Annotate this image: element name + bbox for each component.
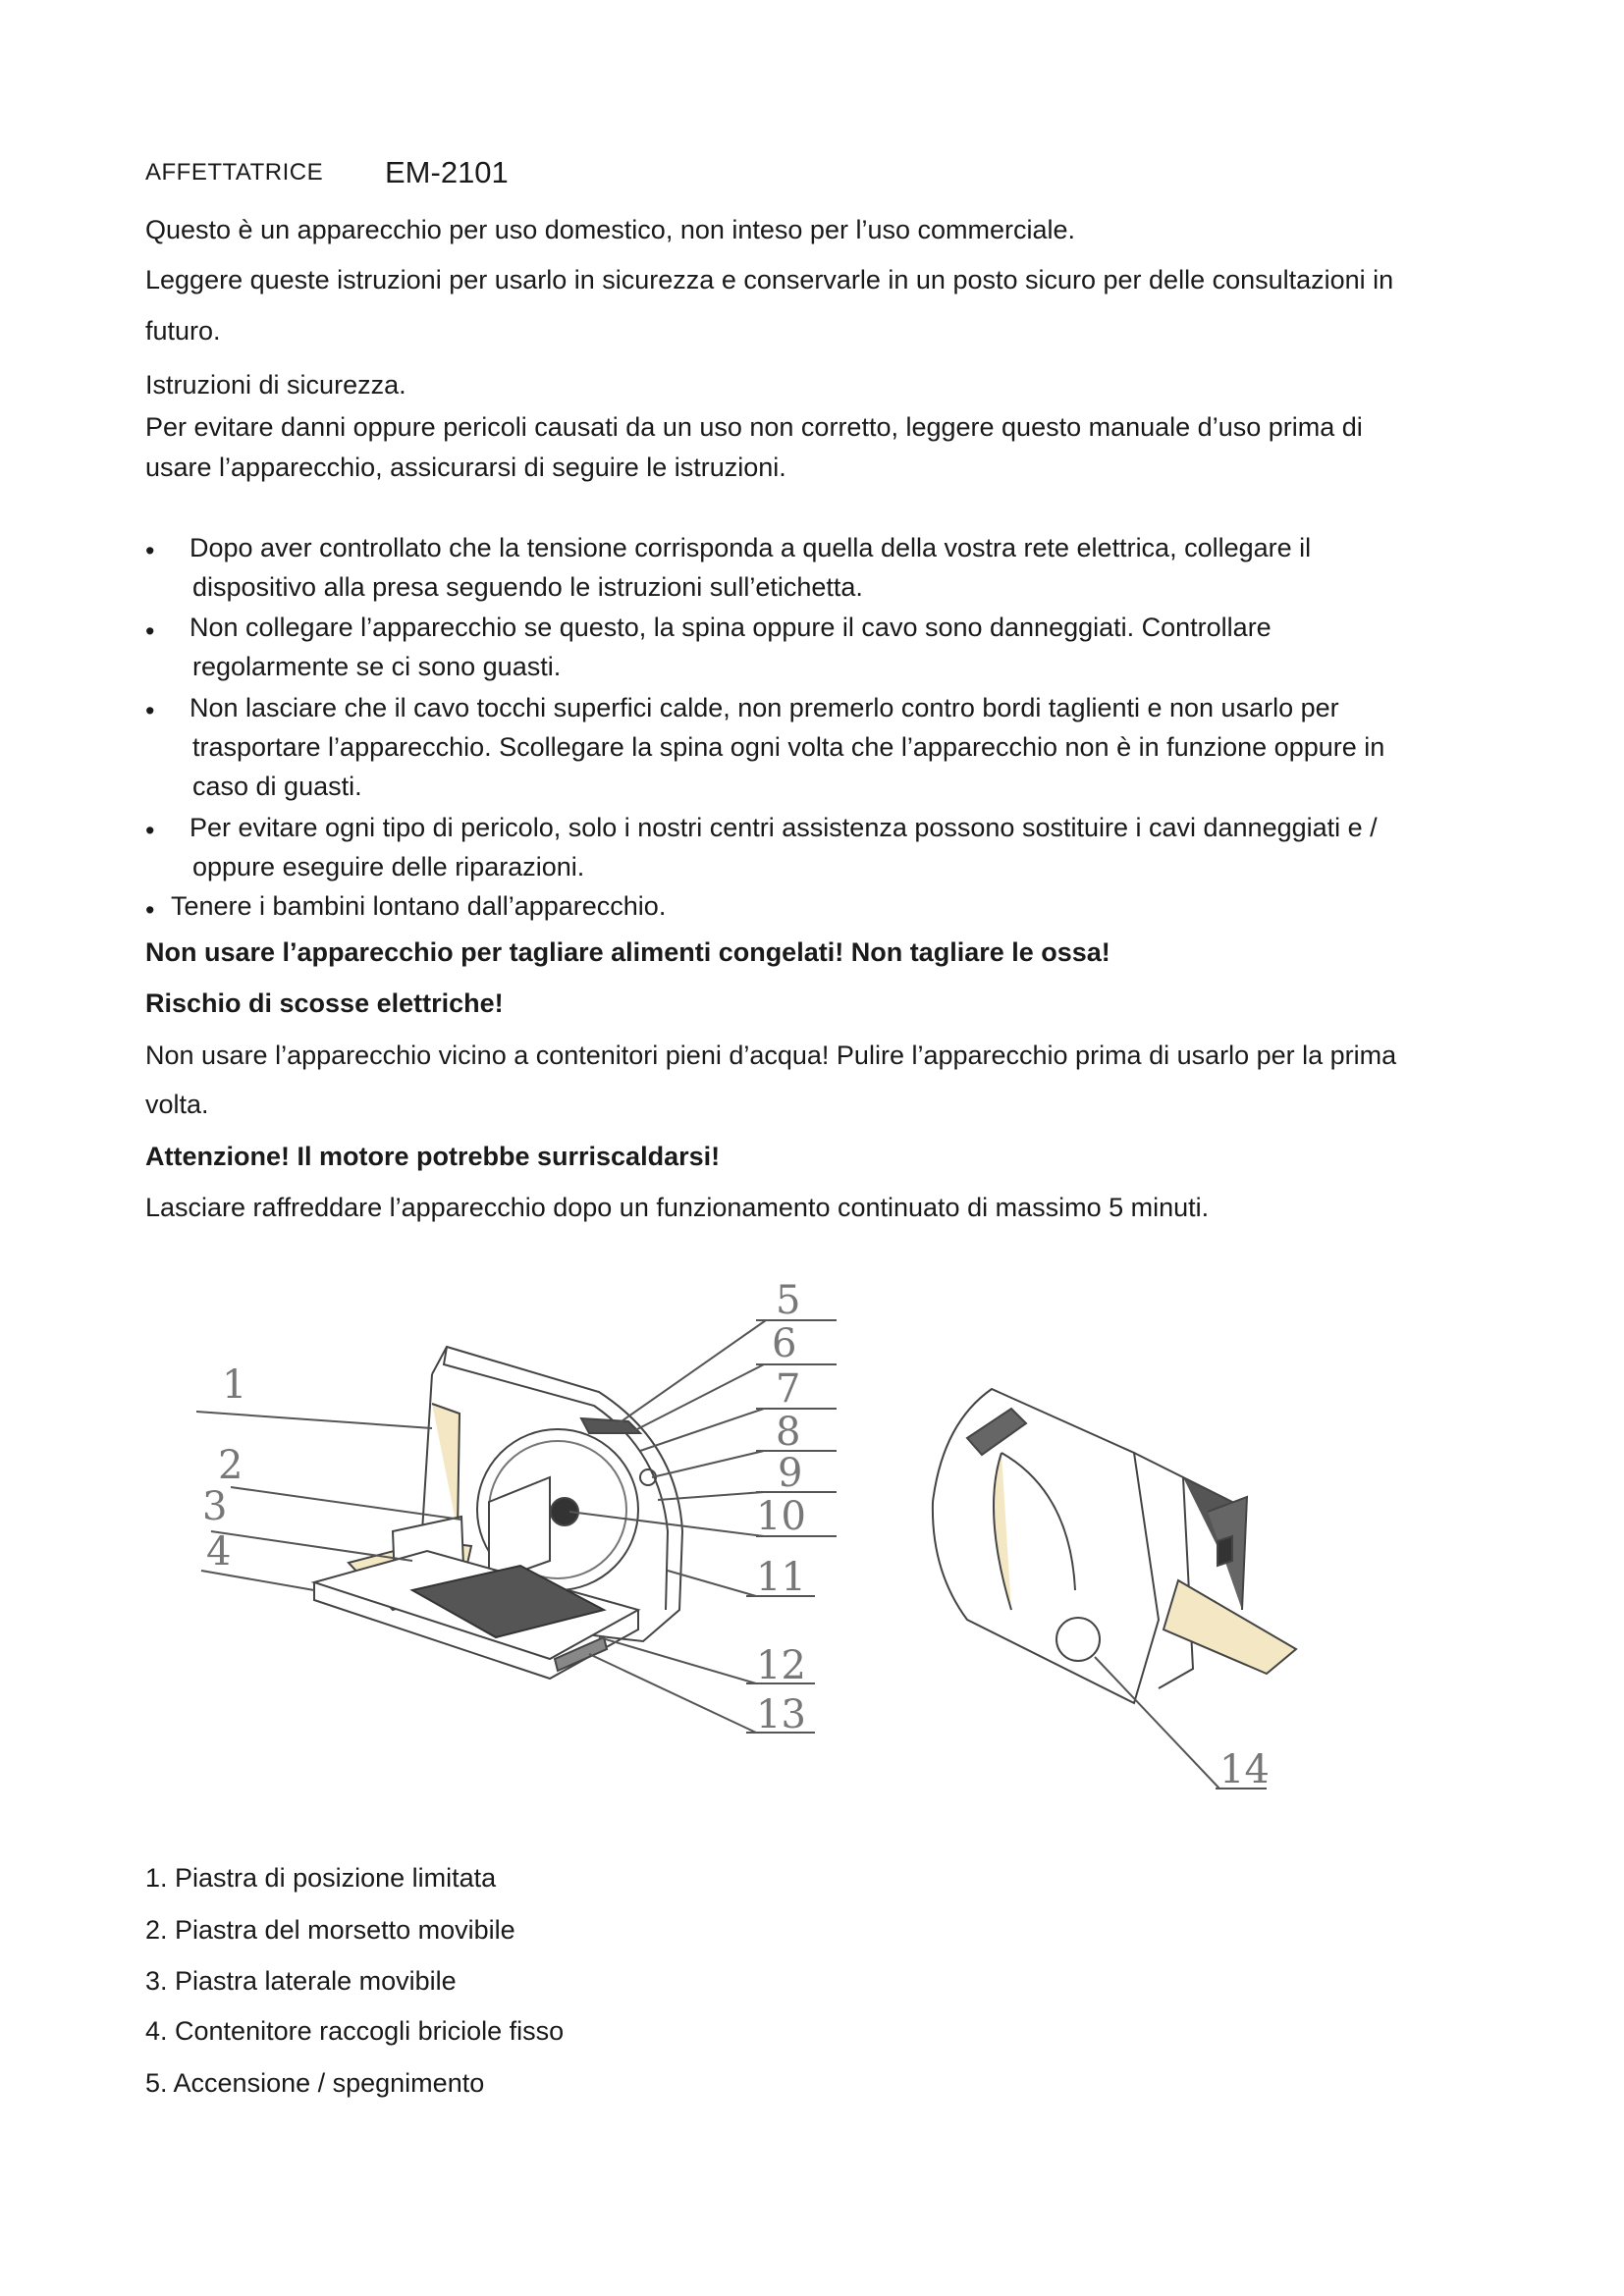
callout-10: 10 (756, 1494, 806, 1539)
callout-2: 2 (218, 1443, 244, 1488)
bullet-3-line-1: Non lasciare che il cavo tocchi superfici calde, non premerlo contro bordi taglienti e non usarlo per (189, 693, 1339, 722)
water-line-2: volta. (145, 1090, 209, 1119)
product-name: AFFETTATRICE (145, 159, 324, 186)
callout-7: 7 (776, 1366, 801, 1412)
bullet-2-line-2: regolarmente se ci sono guasti. (192, 652, 562, 681)
bullet-dot: • (145, 696, 155, 725)
safety-title: Istruzioni di sicurezza. (145, 370, 406, 400)
callout-8: 8 (776, 1410, 801, 1455)
cooling-note: Lasciare raffreddare l’apparecchio dopo un funzionamento continuato di massimo 5 minuti. (145, 1193, 1210, 1222)
warning-frozen: Non usare l’apparecchio per tagliare alimenti congelati! Non tagliare le ossa! (145, 937, 1110, 967)
part-2: 2. Piastra del morsetto movibile (145, 1915, 515, 1945)
bullet-4-line-1: Per evitare ogni tipo di pericolo, solo i nostri centri assistenza possono sostituire i cavi danneggiati e / (189, 813, 1378, 842)
intro-line-3: futuro. (145, 316, 221, 346)
bullet-dot: • (145, 616, 155, 646)
callout-14: 14 (1219, 1747, 1270, 1792)
callout-5: 5 (776, 1278, 801, 1323)
slicer-back-view (933, 1389, 1296, 1703)
bullet-dot: • (145, 816, 155, 845)
callout-3: 3 (202, 1484, 228, 1529)
bullet-1-line-1: Dopo aver controllato che la tensione corrisponda a quella della vostra rete elettrica, collegare il (189, 533, 1312, 562)
intro-line-2: Leggere queste istruzioni per usarlo in sicurezza e conservarle in un posto sicuro per delle consultazioni in (145, 265, 1394, 294)
callout-9: 9 (778, 1451, 803, 1496)
bullet-4-line-2: oppure eseguire delle riparazioni. (192, 852, 585, 881)
callout-13: 13 (756, 1692, 806, 1737)
slicer-front-view (314, 1347, 682, 1679)
warning-motor: Attenzione! Il motore potrebbe surriscaldarsi! (145, 1142, 721, 1171)
intro-line-1: Questo è un apparecchio per uso domestico, non inteso per l’uso commerciale. (145, 215, 1076, 244)
bullet-3-line-3: caso di guasti. (192, 772, 362, 801)
part-4: 4. Contenitore raccogli briciole fisso (145, 2016, 565, 2046)
part-5: 5. Accensione / spegnimento (145, 2068, 485, 2098)
part-1: 1. Piastra di posizione limitata (145, 1863, 497, 1893)
part-3: 3. Piastra laterale movibile (145, 1966, 457, 1996)
callout-4: 4 (206, 1529, 232, 1575)
warning-shock: Rischio di scosse elettriche! (145, 988, 504, 1018)
bullet-dot: • (145, 536, 155, 565)
bullet-3-line-2: trasportare l’apparecchio. Scollegare la spina ogni volta che l’apparecchio non è in funzione oppure in (192, 732, 1385, 762)
callout-6: 6 (772, 1321, 797, 1366)
bullet-1-line-2: dispositivo alla presa seguendo le istruzioni sull’etichetta. (192, 572, 863, 602)
callout-11: 11 (756, 1555, 806, 1600)
intro-line-4: Per evitare danni oppure pericoli causati da un uso non corretto, leggere questo manuale d’uso prima di (145, 412, 1363, 442)
model-number: EM-2101 (385, 155, 509, 189)
water-line-1: Non usare l’apparecchio vicino a contenitori pieni d’acqua! Pulire l’apparecchio prima di usarlo per la prima (145, 1041, 1397, 1070)
intro-line-5: usare l’apparecchio, assicurarsi di seguire le istruzioni. (145, 453, 786, 482)
bullet-2-line-1: Non collegare l’apparecchio se questo, la spina oppure il cavo sono danneggiati. Controllare (189, 613, 1272, 642)
bullet-5: Tenere i bambini lontano dall’apparecchio. (171, 891, 667, 921)
callout-12: 12 (756, 1643, 806, 1688)
bullet-dot: • (145, 895, 155, 925)
callout-1: 1 (222, 1362, 247, 1408)
